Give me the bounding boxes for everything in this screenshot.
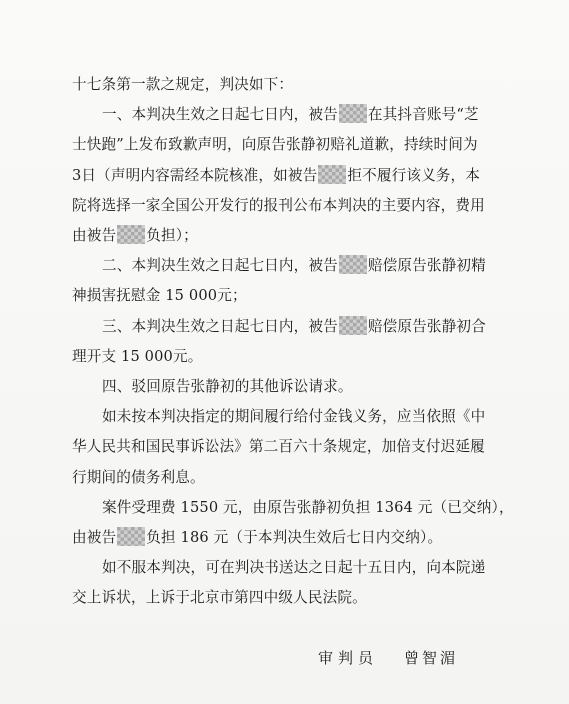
text-line: 如未按本判决指定的期间履行给付金钱义务，应当依照《中 [102,408,486,426]
text-line [72,161,509,191]
text-line: 交上诉状，上诉于北京市第四中级人民法院。 [72,589,367,607]
text-line [72,221,509,251]
redacted-name [117,225,145,244]
text-line [72,251,509,281]
text-line [72,523,509,553]
redacted-name [117,527,145,546]
text-segment: 拒不履行该义务，本 [347,166,481,184]
text-line: 如不服本判决，可在判决书送达之日起十五日内，向本院递 [102,559,486,577]
text-segment: 在其抖音账号“芝 [367,106,479,124]
text-line: 士快跑”上发布致歉声明，向原告张静初赔礼道歉，持续时间为 [72,136,478,154]
text-segment: 三、本判决生效之日起七日内，被告 [102,317,338,335]
text-segment: 由被告 [72,529,117,547]
text-segment: 二、本判决生效之日起七日内，被告 [102,257,338,275]
text-line: 案件受理费 1550 元，由原告张静初负担 1364 元（已交纳）， [102,498,514,516]
text-segment: 赔偿原告张静初精 [367,257,486,275]
text-line: 行期间的债务利息。 [72,468,205,486]
text-segment: 赔偿原告张静初合 [367,317,486,335]
redacted-name [339,255,367,274]
text-segment: 由被告 [72,227,117,245]
text-segment: 负担）； [146,227,198,245]
judge-name: 曾智湄 [404,649,459,667]
text-line: 理开支 15 000元。 [72,347,203,365]
text-line [72,100,509,130]
text-segment: 负担 186 元（于本判决生效后七日内交纳）。 [146,529,443,547]
judgment-text [72,70,514,614]
text-line: 院将选择一家全国公开发行的报刊公布本判决的主要内容，费用 [72,196,485,214]
text-line: 华人民共和国民事诉讼法》第二百六十条规定，加倍支付迟延履 [72,438,485,456]
redacted-name [339,316,367,335]
judge-signature [318,647,458,668]
redacted-name [339,104,367,123]
judge-title: 审判员 [318,649,379,667]
text-segment: 3日（声明内容需经本院核准，如被告 [72,166,318,184]
text-line: 神损害抚慰金 15 000元； [72,287,247,305]
text-line: 十七条第一款之规定，判决如下： [72,76,294,93]
text-segment: 一、本判决生效之日起七日内，被告 [102,106,338,124]
text-line [72,312,509,342]
redacted-name [318,165,346,184]
text-line: 四、驳回原告张静初的其他诉讼请求。 [102,378,353,396]
